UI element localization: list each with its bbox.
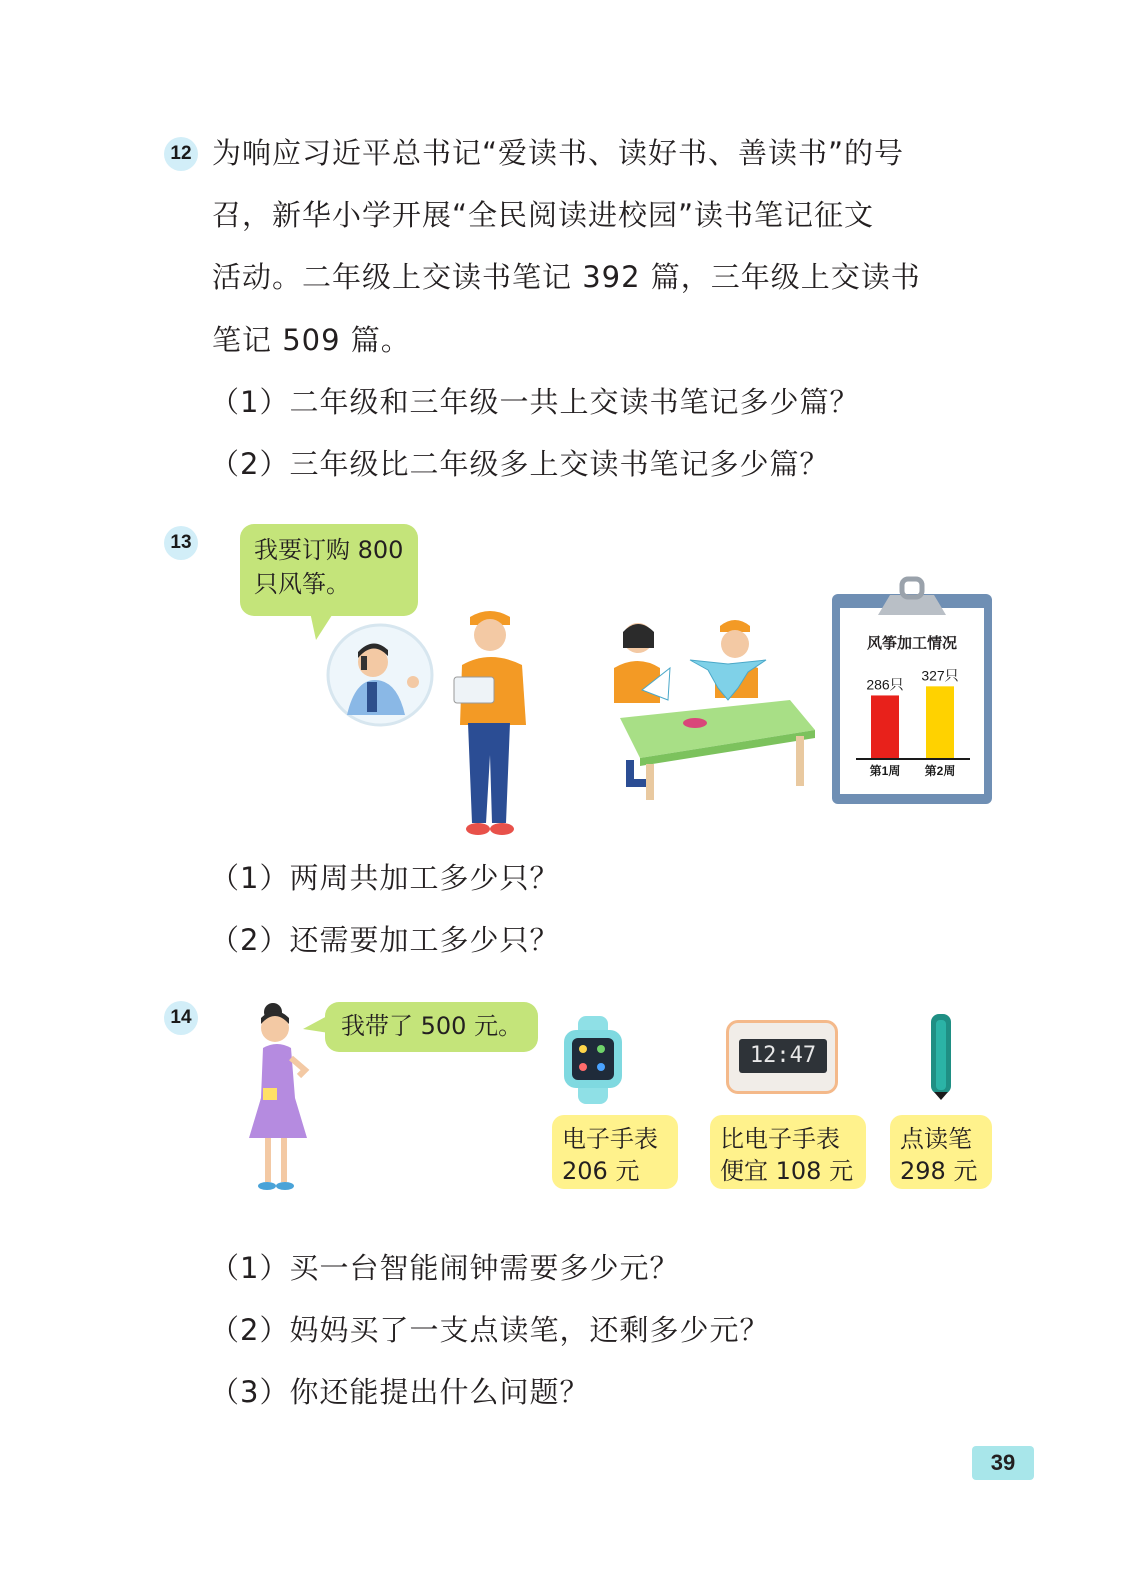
problem-12-line-2: 召，新华小学开展“全民阅读进校园”读书笔记征文	[212, 198, 875, 232]
problem-14-question-2: （2）妈妈买了一支点读笔，还剩多少元？	[210, 1313, 770, 1347]
budget-bubble-tail	[303, 1015, 329, 1039]
kite-workshop-illustration	[590, 608, 820, 803]
reading-pen-icon	[928, 1014, 954, 1100]
clock-price-tag	[710, 1115, 866, 1189]
pen-price-tag	[890, 1115, 992, 1189]
smart-watch-icon	[560, 1016, 640, 1104]
pen-tag-line-1: 点读笔	[900, 1125, 972, 1153]
problem-14-number: 14	[164, 1001, 198, 1035]
bar-value-label-1: 286只	[866, 676, 904, 693]
bar-category-label-2: 第2周	[924, 764, 956, 778]
bar-category-label-1: 第1周	[869, 764, 901, 778]
watch-price-tag	[552, 1115, 678, 1189]
order-bubble-line-1: 我要订购 800	[254, 536, 404, 564]
problem-12-line-3: 活动。二年级上交读书笔记 392 篇，三年级上交读书	[212, 260, 921, 294]
problem-12-line-4: 笔记 509 篇。	[212, 323, 411, 357]
bar-week-2	[926, 686, 954, 759]
budget-bubble-text: 我带了 500 元。	[341, 1012, 523, 1040]
problem-14-question-1: （1）买一台智能闹钟需要多少元？	[210, 1251, 680, 1285]
order-speech-bubble	[240, 524, 418, 616]
problem-13-number: 13	[164, 526, 198, 560]
problem-12-question-2: （2）三年级比二年级多上交读书笔记多少篇？	[210, 447, 830, 481]
problem-12-line-1: 为响应习近平总书记“爱读书、读好书、善读书”的号	[212, 136, 905, 170]
clock-tag-line-2: 便宜 108 元	[720, 1157, 854, 1185]
problem-13-question-2: （2）还需要加工多少只？	[210, 923, 560, 957]
customer-on-phone-illustration	[325, 620, 435, 730]
worker-with-tablet-illustration	[440, 605, 540, 840]
bar-value-label-2: 327只	[921, 667, 959, 684]
watch-tag-line-2: 206 元	[562, 1157, 640, 1185]
order-bubble-line-2: 只风筝。	[254, 570, 350, 598]
smart-alarm-clock-icon	[726, 1020, 838, 1094]
problem-14-question-3: （3）你还能提出什么问题？	[210, 1375, 590, 1409]
clipboard-clip-icon	[872, 575, 952, 620]
budget-speech-bubble	[325, 1002, 538, 1052]
problem-12-question-1: （1）二年级和三年级一共上交读书笔记多少篇？	[210, 385, 860, 419]
pen-tag-line-2: 298 元	[900, 1157, 978, 1185]
problem-13-question-1: （1）两周共加工多少只？	[210, 861, 560, 895]
clock-tag-line-1: 比电子手表	[720, 1125, 840, 1153]
watch-tag-line-1: 电子手表	[562, 1125, 658, 1153]
bar-week-1	[871, 695, 899, 759]
page-number: 39	[972, 1446, 1034, 1480]
kite-bar-chart	[840, 655, 984, 785]
chart-title: 风筝加工情况	[866, 634, 957, 652]
clock-display: 12:47	[739, 1039, 827, 1073]
problem-12-number: 12	[164, 137, 198, 171]
